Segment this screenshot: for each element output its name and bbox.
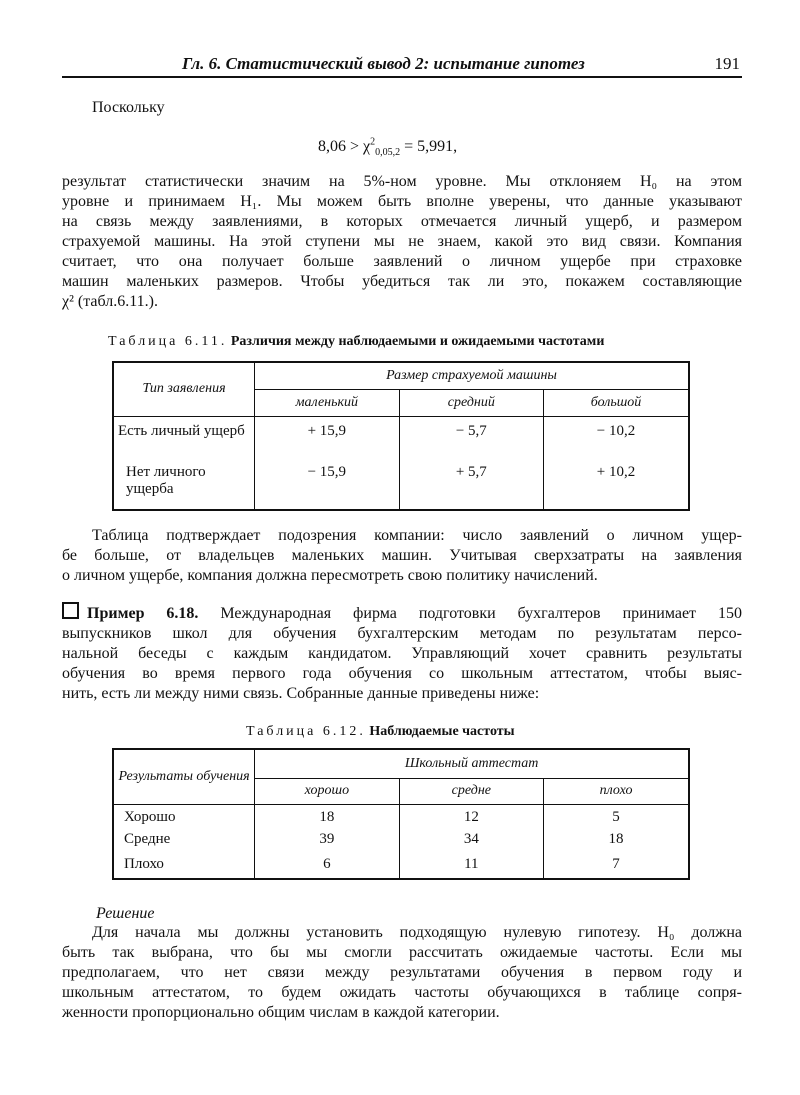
text-line: считает, что она получает больше заявлений о личном ущербе при страховке xyxy=(62,253,742,270)
text-line: страхуемой машины. На этой ступени мы не знаем, какой это вид связи. Компания xyxy=(62,233,742,250)
cell: 11 xyxy=(399,854,543,879)
table-611-caption xyxy=(108,334,604,350)
page-number: 191 xyxy=(714,54,740,73)
row-label: Плохо xyxy=(113,854,255,879)
formula-sub: 0,05,2 xyxy=(375,147,401,159)
table-row xyxy=(113,462,689,510)
column-header: большой xyxy=(544,389,689,416)
example-label: Пример 6.18. xyxy=(87,605,199,622)
table-row xyxy=(113,854,689,879)
paragraph-3 xyxy=(62,923,742,1023)
cell: 7 xyxy=(544,854,689,879)
formula-left: 8,06 > χ xyxy=(318,138,371,155)
table-row xyxy=(113,416,689,462)
table-611 xyxy=(112,361,690,511)
example-marker-icon xyxy=(62,602,79,619)
cell: 18 xyxy=(544,829,689,854)
cell: + 10,2 xyxy=(544,462,689,510)
text-line: женности пропорционально общим числам в каждой категории. xyxy=(62,1004,500,1021)
text-line: машин маленьких размеров. Чтобы убедиться так ли это, покажем составляющие xyxy=(62,273,742,290)
cell: 18 xyxy=(255,804,399,829)
caption-label: Таблица 6.11. xyxy=(108,334,228,349)
chapter-title: Гл. 6. Статистический вывод 2: испытание гипотез xyxy=(182,54,585,73)
text-line: Для начала мы должны установить подходящую нулевую гипотезу. H₀ должна xyxy=(92,924,742,941)
table-row xyxy=(113,804,689,829)
text-line: обучения во время первого года обучения со школьным аттестатом, чтобы выяс- xyxy=(62,665,742,682)
example-text: Международная фирма подготовки бухгалтеров принимает 150 xyxy=(198,605,743,622)
text-line: выпускников школ для обучения бухгалтерским методам по результатам персо- xyxy=(62,625,742,642)
cell: 6 xyxy=(255,854,399,879)
cell: 5 xyxy=(544,804,689,829)
text-line: на связь между заявлениями, в которых отмечается личный ущерб, и размером xyxy=(62,213,742,230)
example-paragraph xyxy=(62,602,742,704)
formula-right: = 5,991, xyxy=(400,138,458,155)
formula xyxy=(318,136,458,159)
solution-heading: Решение xyxy=(96,905,155,922)
cell: − 5,7 xyxy=(399,416,543,462)
formula-sup: 2 xyxy=(370,136,376,148)
text-line: уровне и принимаем H₁. Мы можем быть вполне уверены, что данные указывают xyxy=(62,193,742,210)
text-line: нальной беседы с каждым кандидатом. Управляющий хочет сравнить результаты xyxy=(62,645,742,662)
group-header: Школьный аттестат xyxy=(255,749,689,778)
text-line: результат статистически значим на 5%-ном уровне. Мы отклоняем H₀ на этом xyxy=(62,173,742,190)
text-line: бе больше, от владельцев маленьких машин. Учитывая сверхзатраты на заявления xyxy=(62,547,742,564)
row-header: Тип заявления xyxy=(113,362,255,416)
text-line: предполагаем, что нет связи между результатами обучения в первом году и xyxy=(62,964,742,981)
text-line: быть так выбрана, что бы мы смогли рассчитать ожидаемые частоты. Если мы xyxy=(62,944,742,961)
text-line xyxy=(62,602,742,624)
text-line: школьным аттестатом, то будем ожидать частоты обучающихся в таблице сопря- xyxy=(62,984,742,1001)
column-header: плохо xyxy=(544,778,689,804)
text-line: о личном ущербе, компания должна пересмотреть свою политику начислений. xyxy=(62,567,598,584)
cell: 39 xyxy=(255,829,399,854)
text-line: Таблица подтверждает подозрения компании: число заявлений о личном ущер- xyxy=(92,527,742,544)
group-header: Размер страхуемой машины xyxy=(255,362,689,389)
column-header: маленький xyxy=(255,389,400,416)
caption-title: Наблюдаемые частоты xyxy=(369,724,515,739)
row-label: Хорошо xyxy=(113,804,255,829)
table-612 xyxy=(112,748,690,880)
cell: 34 xyxy=(399,829,543,854)
column-header: хорошо xyxy=(255,778,399,804)
row-label: Средне xyxy=(113,829,255,854)
row-header: Результаты обучения xyxy=(113,749,255,804)
cell: − 10,2 xyxy=(544,416,689,462)
paragraph-2 xyxy=(62,526,742,586)
cell: + 15,9 xyxy=(255,416,400,462)
row-label: Есть личный ущерб xyxy=(113,416,255,462)
cell: 12 xyxy=(399,804,543,829)
row-label: Нет личного ущерба xyxy=(113,462,255,510)
cell: − 15,9 xyxy=(255,462,400,510)
header-rule xyxy=(62,76,742,78)
paragraph-1 xyxy=(62,172,742,312)
caption-label: Таблица 6.12. xyxy=(246,724,366,739)
column-header: средне xyxy=(399,778,543,804)
column-header: средний xyxy=(399,389,543,416)
cell: + 5,7 xyxy=(399,462,543,510)
page-header xyxy=(62,52,742,78)
text-line: χ² (табл.6.11.). xyxy=(62,293,158,310)
intro-text: Поскольку xyxy=(92,99,165,116)
table-612-caption xyxy=(246,724,515,740)
text-line: нить, есть ли между ними связь. Собранные данные приведены ниже: xyxy=(62,685,540,702)
table-row xyxy=(113,829,689,854)
caption-title: Различия между наблюдаемыми и ожидаемыми частотами xyxy=(230,334,605,349)
